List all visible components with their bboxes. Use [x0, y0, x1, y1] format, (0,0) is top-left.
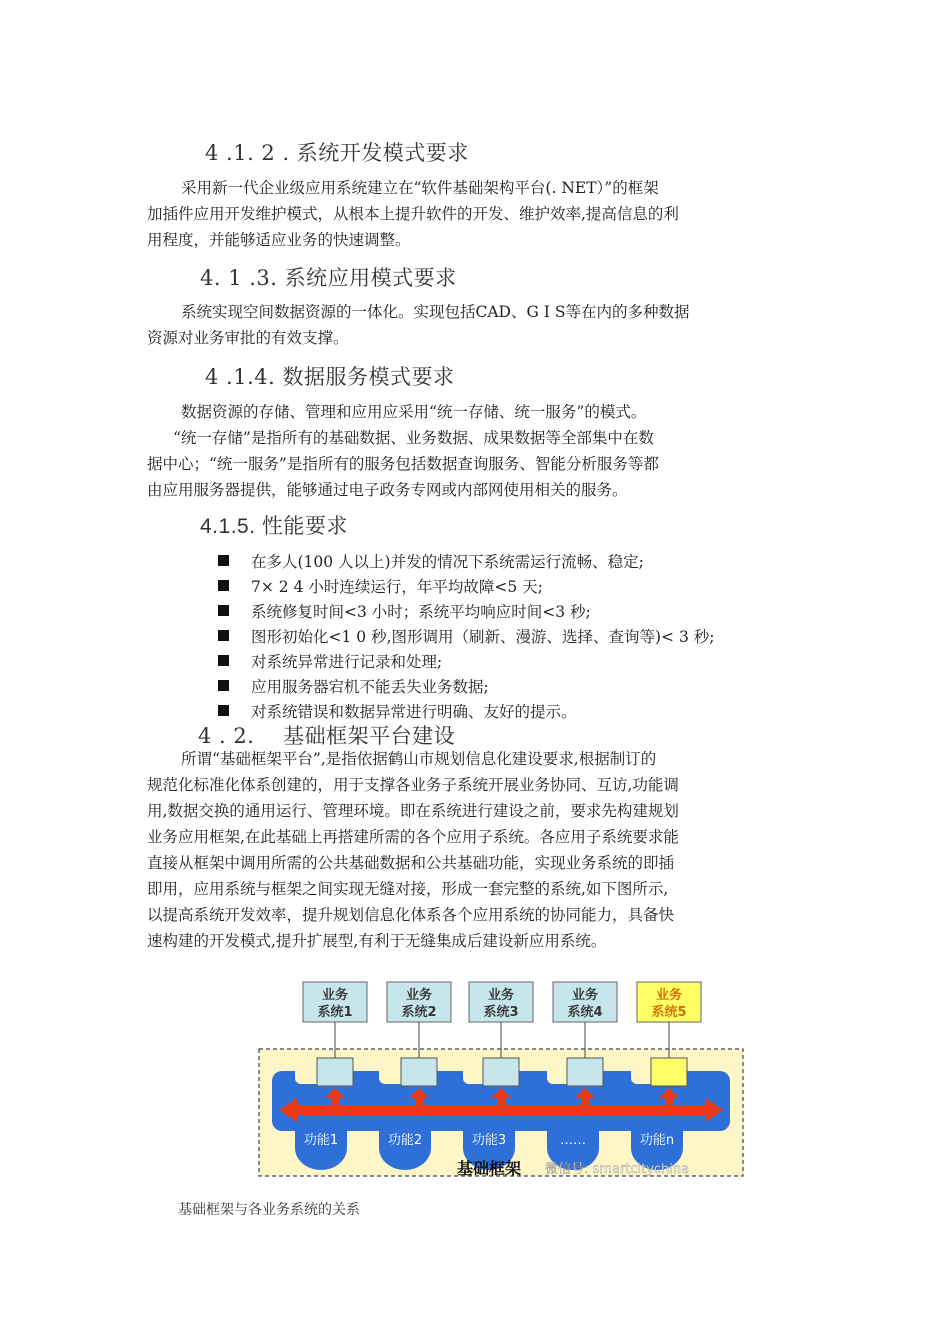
- svg-text:业务: 业务: [405, 988, 433, 1003]
- heading-4-1-3: 4. 1 .3. 系统应用模式要求: [200, 266, 457, 290]
- bullet-item: [218, 700, 577, 722]
- text-line: 资源对业务审批的有效支撑。: [147, 329, 349, 347]
- bullet-item: [218, 675, 489, 697]
- plugin-box: [483, 1058, 519, 1086]
- bullet-square-icon: [218, 655, 229, 666]
- paragraph-4-2: [147, 746, 807, 954]
- bullet-text: 图形初始化<1 0 秒,图形调用（刷新、漫游、选择、查询等)< 3 秒;: [251, 628, 715, 646]
- bullet-text: 在多人(100 人以上)并发的情况下系统需运行流畅、稳定;: [251, 553, 644, 571]
- function-tab: [379, 1128, 431, 1170]
- text-line: 规范化标准化体系创建的，用于支撑各业务子系统开展业务协同、互访,功能调: [147, 776, 679, 794]
- text-line: 由应用服务器提供，能够通过电子政务专网或内部网使用相关的服务。: [147, 481, 628, 499]
- bullet-item: [218, 600, 591, 622]
- function-label: ……: [560, 1133, 586, 1148]
- text-line: 即用，应用系统与框架之间实现无缝对接，形成一套完整的系统,如下图所示,: [147, 880, 669, 898]
- bullet-item: [218, 625, 714, 647]
- heading-4-2: 4 . 2. 基础框架平台建设: [198, 724, 456, 748]
- svg-text:系统3: 系统3: [483, 1005, 519, 1020]
- text-line: 用程度，并能够适应业务的快速调整。: [147, 231, 411, 249]
- bullet-item: [218, 650, 442, 672]
- function-label: 功能3: [471, 1133, 507, 1148]
- watermark: 微信号: smartcitychina: [545, 1162, 690, 1177]
- base-label: 基础框架: [457, 1159, 522, 1178]
- bullet-text: 对系统错误和数据异常进行明确、友好的提示。: [251, 703, 577, 721]
- svg-text:系统5: 系统5: [651, 1005, 687, 1020]
- text-line: 加插件应用开发维护模式，从根本上提升软件的开发、维护效率,提高信息的利: [147, 205, 679, 223]
- text-line: 采用新一代企业级应用系统建立在“软件基础架构平台(. NET）”的框架: [181, 179, 659, 197]
- function-label: 功能1: [303, 1133, 339, 1148]
- svg-text:业务: 业务: [321, 988, 349, 1003]
- bullet-square-icon: [218, 680, 229, 691]
- system-box: [387, 982, 451, 1022]
- system-box: [303, 982, 367, 1022]
- heading-4-1-2: 4 .1. 2 . 系统开发模式要求: [205, 141, 469, 165]
- svg-text:系统1: 系统1: [317, 1005, 353, 1020]
- bullet-square-icon: [218, 705, 229, 716]
- svg-text:系统2: 系统2: [401, 1005, 437, 1020]
- text-line: 系统实现空间数据资源的一体化。实现包括CAD、G I S等在内的多种数据: [181, 303, 690, 321]
- function-label: 功能n: [639, 1133, 675, 1148]
- svg-text:业务: 业务: [571, 988, 599, 1003]
- text-line: 业务应用框架,在此基础上再搭建所需的各个应用子系统。各应用子系统要求能: [147, 828, 679, 846]
- plugin-box: [317, 1058, 353, 1086]
- heading-4-1-4: 4 .1.4. 数据服务模式要求: [205, 365, 455, 389]
- bullet-text: 应用服务器宕机不能丢失业务数据;: [251, 678, 489, 696]
- bullet-item: [218, 550, 644, 572]
- framework-diagram: [257, 978, 749, 1178]
- bullet-text: 7× 2 4 小时连续运行，年平均故障<5 天;: [251, 578, 543, 596]
- bullet-text: 系统修复时间<3 小时；系统平均响应时间<3 秒;: [251, 603, 591, 621]
- bullet-text: 对系统异常进行记录和处理;: [251, 653, 443, 671]
- function-label: 功能2: [387, 1133, 423, 1148]
- system-box: [469, 982, 533, 1022]
- system-box-highlighted: [637, 982, 701, 1022]
- plugin-box: [401, 1058, 437, 1086]
- text-line: 直接从框架中调用所需的公共基础数据和公共基础功能，实现业务系统的即插: [147, 854, 675, 872]
- figure-caption: 基础框架与各业务系统的关系: [178, 1202, 360, 1218]
- paragraph-4-1-3: [147, 299, 807, 351]
- svg-text:业务: 业务: [487, 988, 515, 1003]
- bullet-square-icon: [218, 555, 229, 566]
- svg-text:系统4: 系统4: [567, 1005, 603, 1020]
- text-line: 据中心；“统一服务”是指所有的服务包括数据查询服务、智能分析服务等都: [147, 455, 659, 473]
- text-line: “统一存储”是指所有的基础数据、业务数据、成果数据等全部集中在数: [173, 429, 654, 447]
- function-tab: [295, 1128, 347, 1170]
- bullet-item: [218, 575, 543, 597]
- text-line: 所谓“基础框架平台”,是指依据鹤山市规划信息化建设要求,根据制订的: [181, 750, 657, 768]
- text-line: 以提高系统开发效率，提升规划信息化体系各个应用系统的协同能力，具备快: [147, 906, 675, 924]
- bullet-square-icon: [218, 580, 229, 591]
- plugin-box: [567, 1058, 603, 1086]
- plugin-box-highlighted: [651, 1058, 687, 1086]
- text-line: 用,数据交换的通用运行、管理环境。即在系统进行建设之前，要求先构建规划: [147, 802, 679, 820]
- paragraph-4-1-4: [147, 399, 807, 503]
- paragraph-4-1-2: [147, 175, 807, 253]
- bullet-square-icon: [218, 630, 229, 641]
- text-line: 速构建的开发模式,提升扩展型,有利于无缝集成后建设新应用系统。: [147, 932, 607, 950]
- heading-4-1-5: 4.1.5. 性能要求: [200, 515, 348, 538]
- bullet-square-icon: [218, 605, 229, 616]
- svg-text:业务: 业务: [655, 988, 683, 1003]
- text-line: 数据资源的存储、管理和应用应采用“统一存储、统一服务”的模式。: [181, 403, 647, 421]
- system-box: [553, 982, 617, 1022]
